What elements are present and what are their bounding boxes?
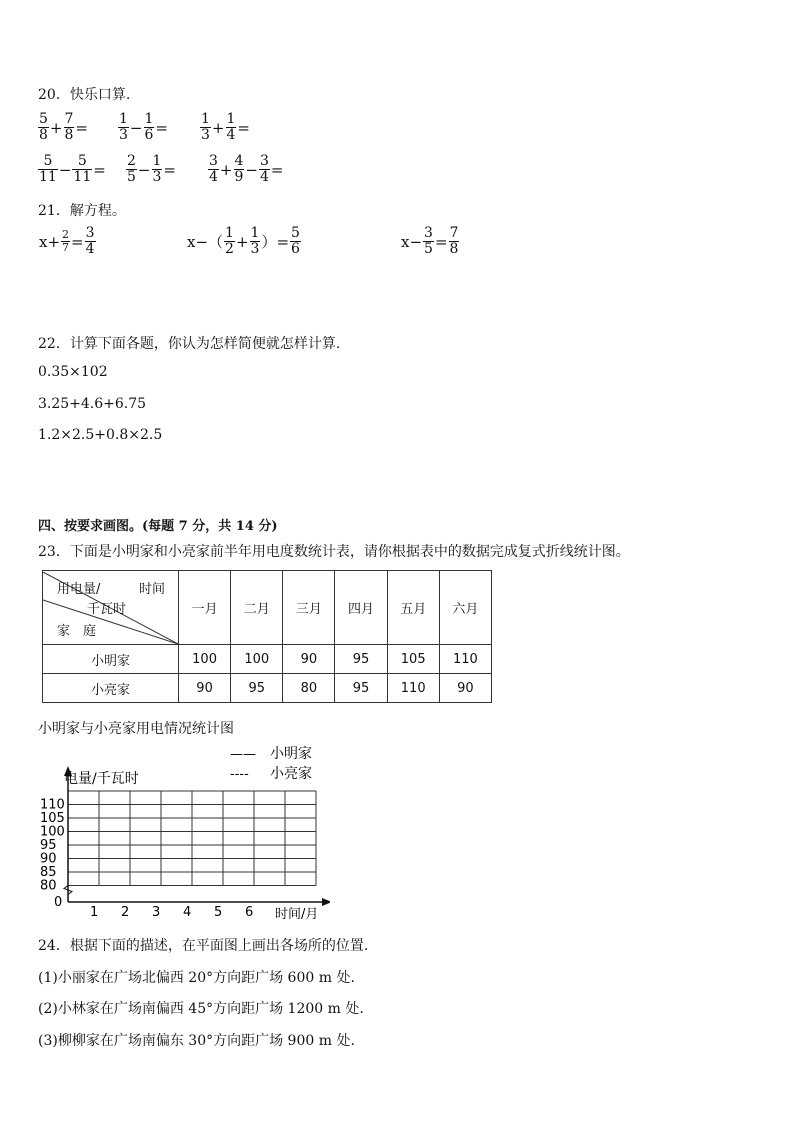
table-cell: 80 — [283, 674, 335, 703]
q21-equation-1: x+ $\frac{2}{7}$ = $\frac{3}{4}$ — [39, 225, 95, 257]
table-cell: 100 — [179, 645, 231, 674]
y-tick-label: 80 — [40, 878, 57, 894]
table-cell: 90 — [283, 645, 335, 674]
y-tick-label: 100 — [40, 824, 65, 840]
x-tick-label: 1 — [90, 905, 99, 920]
month-header: 二月 — [231, 571, 283, 645]
x-axis-arrow — [322, 898, 330, 906]
x-axis-label: 时间/月 — [275, 907, 319, 922]
month-header: 三月 — [283, 571, 335, 645]
legend-label: 小亮家 — [270, 766, 312, 782]
table-cell: 110 — [387, 674, 439, 703]
fraction: $\frac{1}{6}$ — [144, 111, 154, 143]
table-corner-header — [43, 571, 179, 645]
x-tick-label: 5 — [214, 905, 223, 920]
x-tick-label: 2 — [121, 905, 130, 920]
q21-title: 21．解方程。 — [38, 203, 126, 219]
month-header: 六月 — [439, 571, 491, 645]
q24-item-3: (3)柳柳家在广场南偏东 30°方向距广场 900 m 处. — [38, 1033, 355, 1049]
legend-label: 小明家 — [270, 746, 312, 762]
y-tick-label: 0 — [54, 895, 63, 910]
blank-line-chart — [30, 740, 330, 925]
month-header: 一月 — [179, 571, 231, 645]
fraction: $\frac{3}{4}$ — [209, 153, 218, 185]
chart-caption: 小明家与小亮家用电情况统计图 — [38, 721, 234, 737]
y-tick-label: 110 — [40, 797, 65, 813]
table-cell: 90 — [179, 674, 231, 703]
fraction: $\frac{1}{3}$ — [250, 225, 260, 257]
q23-title: 23．下面是小明家和小亮家前半年用电度数统计表，请你根据表中的数据完成复式折线统计图。 — [38, 544, 630, 560]
fraction: $\frac{3}{5}$ — [424, 225, 433, 257]
q20-expr-4: $\frac{5}{11}$ − $\frac{5}{11}$ = — [39, 153, 106, 185]
fraction: $\frac{5}{8}$ — [39, 111, 48, 143]
corner-label-usage-2: 千瓦时 — [87, 601, 127, 617]
fraction: $\frac{5}{11}$ — [39, 153, 57, 185]
fraction: $\frac{7}{8}$ — [64, 111, 74, 143]
fraction: $\frac{1}{4}$ — [226, 111, 236, 143]
q20-expr-6: $\frac{3}{4}$ + $\frac{4}{9}$ − $\frac{3}{4}$ = — [209, 153, 284, 185]
fraction: $\frac{1}{2}$ — [225, 225, 234, 257]
q24-title: 24．根据下面的描述，在平面图上画出各场所的位置. — [38, 938, 369, 954]
fraction: $\frac{5}{11}$ — [73, 153, 92, 185]
q21-equation-2: x−（ $\frac{1}{2}$ + $\frac{1}{3}$ ）= $\frac{5}{6}$ — [187, 225, 300, 257]
fraction: $\frac{1}{3}$ — [201, 111, 210, 143]
q22-item-1: 0.35×102 — [38, 364, 108, 380]
table-cell: 95 — [335, 674, 387, 703]
fraction: $\frac{2}{5}$ — [127, 153, 136, 185]
q20-expr-3: $\frac{1}{3}$ + $\frac{1}{4}$ = — [201, 111, 250, 143]
q20-expr-5: $\frac{2}{5}$ − $\frac{1}{3}$ = — [127, 153, 176, 185]
q22-item-3: 1.2×2.5+0.8×2.5 — [38, 427, 163, 443]
row-label: 小亮家 — [43, 674, 179, 703]
table-cell: 90 — [439, 674, 491, 703]
table-cell: 110 — [439, 645, 491, 674]
q20-expr-1: $\frac{5}{8}$ + $\frac{7}{8}$ = — [39, 111, 88, 143]
month-header: 五月 — [387, 571, 439, 645]
x-tick-label: 6 — [245, 905, 254, 920]
table-cell: 100 — [231, 645, 283, 674]
legend-marker: —— — [230, 747, 256, 762]
fraction: $\frac{1}{3}$ — [152, 153, 162, 185]
section-4-title: 四、按要求画图。(每题 7 分，共 14 分) — [38, 519, 278, 534]
q22-item-2: 3.25+4.6+6.75 — [38, 396, 147, 412]
corner-label-time: 时间 — [139, 581, 166, 597]
q20-title: 20．快乐口算. — [38, 87, 131, 103]
y-tick-label: 90 — [40, 851, 57, 867]
electricity-table — [42, 570, 492, 703]
month-header: 四月 — [335, 571, 387, 645]
fraction: $\frac{4}{9}$ — [234, 153, 244, 185]
fraction: $\frac{3}{4}$ — [85, 225, 95, 257]
fraction: $\frac{5}{6}$ — [291, 225, 300, 257]
table-row — [43, 645, 492, 674]
y-tick-label: 105 — [40, 811, 65, 826]
q22-title: 22．计算下面各题，你认为怎样简便就怎样计算. — [38, 336, 341, 352]
legend-marker: ---- — [230, 767, 249, 782]
table-cell: 95 — [335, 645, 387, 674]
q24-item-2: (2)小林家在广场南偏西 45°方向距广场 1200 m 处. — [38, 1001, 364, 1017]
corner-label-usage-1: 用电量/ — [57, 581, 101, 597]
table-cell: 105 — [387, 645, 439, 674]
q20-expr-2: $\frac{1}{3}$ − $\frac{1}{6}$ = — [119, 111, 168, 143]
fraction: $\frac{7}{8}$ — [449, 225, 459, 257]
fraction: $\frac{1}{3}$ — [119, 111, 128, 143]
row-label: 小明家 — [43, 645, 179, 674]
corner-label-family: 家 庭 — [57, 623, 97, 639]
fraction: $\frac{3}{4}$ — [260, 153, 269, 185]
y-axis-label: 电量/千瓦时 — [64, 771, 139, 787]
table-cell: 95 — [231, 674, 283, 703]
y-tick-label: 85 — [40, 865, 57, 880]
fraction: $\frac{2}{7}$ — [62, 228, 70, 254]
y-tick-label: 95 — [40, 838, 57, 853]
table-row — [43, 674, 492, 703]
x-tick-label: 4 — [183, 905, 192, 920]
x-tick-label: 3 — [152, 905, 161, 920]
q24-item-1: (1)小丽家在广场北偏西 20°方向距广场 600 m 处. — [38, 970, 355, 986]
q21-equation-3: x− $\frac{3}{5}$ = $\frac{7}{8}$ — [401, 225, 459, 257]
